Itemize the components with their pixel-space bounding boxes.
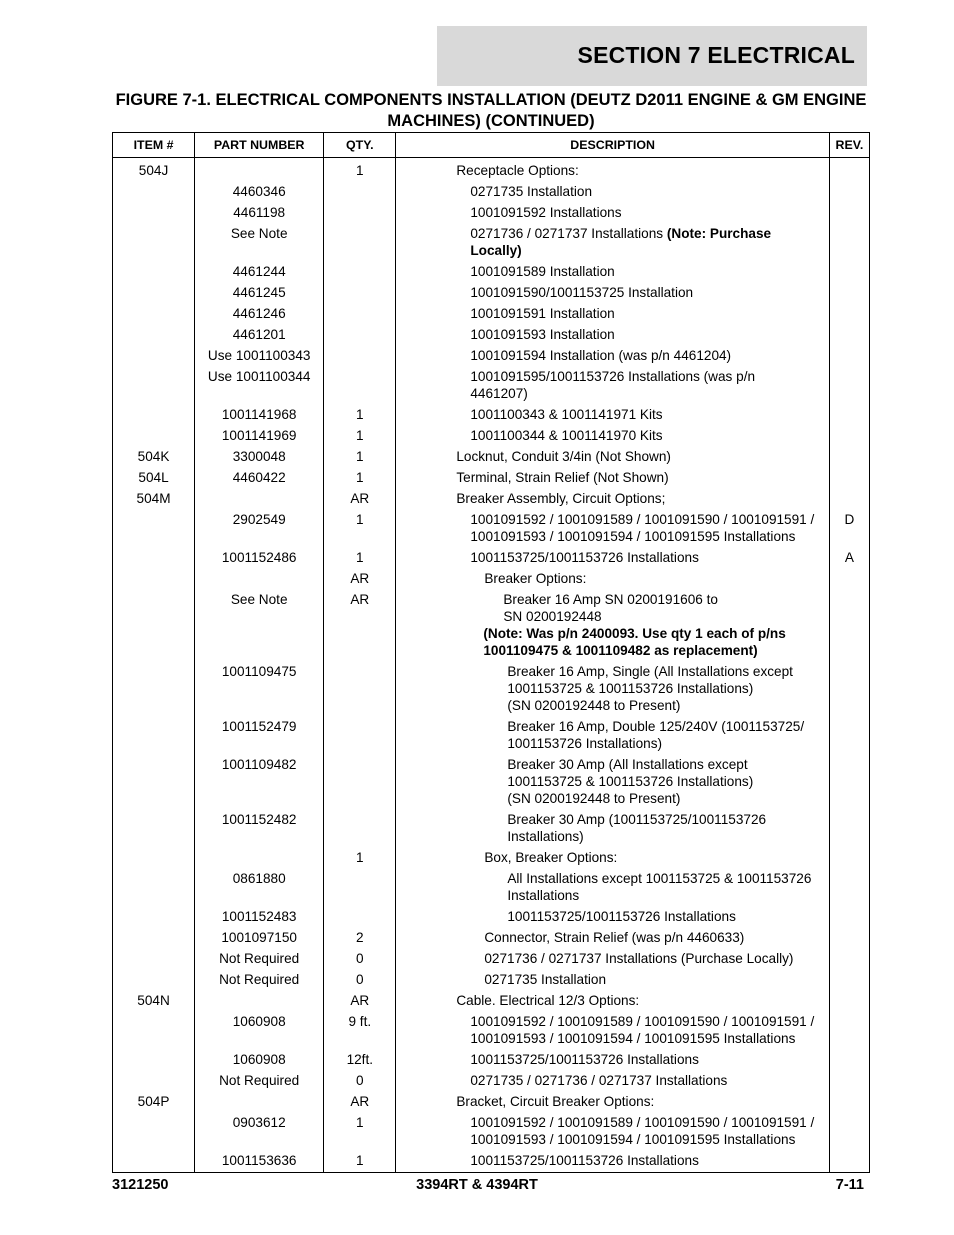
description-text: 1001100344 & 1001141970 Kits xyxy=(470,428,663,443)
part-number-cell: 1060908 xyxy=(195,1011,324,1049)
description-text: Breaker Assembly, Circuit Options; xyxy=(456,491,666,506)
description-cell xyxy=(396,181,830,202)
description-cell xyxy=(396,303,830,324)
rev-cell xyxy=(829,1049,869,1070)
rev-cell xyxy=(829,589,869,661)
description-text: Connector, Strain Relief (was p/n 4460633) xyxy=(484,930,745,945)
description-text: Breaker 30 Amp (1001153725/1001153726 Installations) xyxy=(507,812,767,844)
description-text: Cable. Electrical 12/3 Options: xyxy=(456,993,640,1008)
part-number-cell: Use 1001100343 xyxy=(195,345,324,366)
table-row xyxy=(113,425,870,446)
table-row xyxy=(113,716,870,754)
rev-cell xyxy=(829,568,869,589)
rev-cell xyxy=(829,1070,869,1091)
part-number-cell xyxy=(195,1091,324,1112)
description-text: 1001091592 / 1001091589 / 1001091590 / 1001091591 / 1001091593 / 1001091594 / 1001091595 Installations xyxy=(470,512,815,544)
item-cell xyxy=(113,324,195,345)
qty-cell xyxy=(324,906,396,927)
description-text: 0271735 Installation xyxy=(484,972,607,987)
description-cell xyxy=(396,324,830,345)
description-text: 1001153725/1001153726 Installations xyxy=(507,909,736,924)
description-text: 1001100343 & 1001141971 Kits xyxy=(470,407,663,422)
table-row xyxy=(113,261,870,282)
part-number-cell: Not Required xyxy=(195,1070,324,1091)
part-number-cell: 1001152483 xyxy=(195,906,324,927)
description-text: 0271735 Installation xyxy=(470,184,593,199)
rev-cell xyxy=(829,868,869,906)
item-cell xyxy=(113,716,195,754)
item-cell xyxy=(113,202,195,223)
qty-cell: 1 xyxy=(324,847,396,868)
table-row xyxy=(113,158,870,182)
description-cell xyxy=(396,716,830,754)
table-row xyxy=(113,345,870,366)
parts-table xyxy=(112,132,870,1173)
part-number-cell: 1001152482 xyxy=(195,809,324,847)
table-row xyxy=(113,467,870,488)
item-cell xyxy=(113,345,195,366)
qty-cell xyxy=(324,754,396,809)
table-row xyxy=(113,303,870,324)
table-row xyxy=(113,1112,870,1150)
rev-cell xyxy=(829,969,869,990)
qty-cell xyxy=(324,303,396,324)
item-cell xyxy=(113,1070,195,1091)
rev-cell xyxy=(829,906,869,927)
table-row xyxy=(113,990,870,1011)
item-cell xyxy=(113,847,195,868)
qty-cell xyxy=(324,809,396,847)
description-text: Bracket, Circuit Breaker Options: xyxy=(456,1094,655,1109)
description-cell xyxy=(396,509,830,547)
item-cell xyxy=(113,366,195,404)
rev-cell xyxy=(829,948,869,969)
item-cell xyxy=(113,948,195,969)
part-number-cell: 1001109475 xyxy=(195,661,324,716)
part-number-cell xyxy=(195,158,324,182)
part-number-cell xyxy=(195,990,324,1011)
rev-cell: D xyxy=(829,509,869,547)
qty-cell: AR xyxy=(324,568,396,589)
table-row xyxy=(113,404,870,425)
description-text: 1001091595/1001153726 Installations (was p/n 4461207) xyxy=(470,369,756,401)
item-cell: 504P xyxy=(113,1091,195,1112)
description-text: 0271735 / 0271736 / 0271737 Installations xyxy=(470,1073,728,1088)
table-row xyxy=(113,1049,870,1070)
description-text xyxy=(470,225,829,259)
rev-cell xyxy=(829,847,869,868)
description-text: Breaker 16 Amp, Double 125/240V (1001153725/ 1001153726 Installations) xyxy=(507,719,805,751)
item-cell xyxy=(113,282,195,303)
item-cell xyxy=(113,1011,195,1049)
table-row xyxy=(113,754,870,809)
item-cell xyxy=(113,906,195,927)
table-row xyxy=(113,1011,870,1049)
description-cell xyxy=(396,547,830,568)
part-number-cell: 4460422 xyxy=(195,467,324,488)
qty-cell: 1 xyxy=(324,158,396,182)
rev-cell xyxy=(829,404,869,425)
qty-cell xyxy=(324,345,396,366)
qty-cell: 1 xyxy=(324,467,396,488)
rev-cell xyxy=(829,1091,869,1112)
item-cell xyxy=(113,868,195,906)
rev-cell xyxy=(829,366,869,404)
description-cell xyxy=(396,467,830,488)
description-text: 1001091592 / 1001091589 / 1001091590 / 1001091591 / 1001091593 / 1001091594 / 1001091595 Installations xyxy=(470,1115,815,1147)
rev-cell xyxy=(829,754,869,809)
footer-model: 3394RT & 4394RT xyxy=(416,1177,538,1193)
qty-cell: 0 xyxy=(324,1070,396,1091)
rev-cell xyxy=(829,324,869,345)
qty-cell xyxy=(324,282,396,303)
part-number-cell: 2902549 xyxy=(195,509,324,547)
description-cell xyxy=(396,488,830,509)
column-header-item: ITEM # xyxy=(113,133,195,158)
qty-cell: 1 xyxy=(324,509,396,547)
part-number-cell: 4461245 xyxy=(195,282,324,303)
part-number-cell: Use 1001100344 xyxy=(195,366,324,404)
description-text: Receptacle Options: xyxy=(456,163,579,178)
rev-cell xyxy=(829,345,869,366)
item-cell xyxy=(113,261,195,282)
section-header-box xyxy=(437,26,867,86)
qty-cell: AR xyxy=(324,589,396,661)
part-number-cell: 1001109482 xyxy=(195,754,324,809)
qty-cell xyxy=(324,661,396,716)
part-number-cell: 4460346 xyxy=(195,181,324,202)
rev-cell xyxy=(829,261,869,282)
table-row xyxy=(113,282,870,303)
description-cell xyxy=(396,847,830,868)
item-cell xyxy=(113,754,195,809)
qty-cell xyxy=(324,716,396,754)
rev-cell xyxy=(829,202,869,223)
rev-cell xyxy=(829,282,869,303)
table-row xyxy=(113,509,870,547)
table-row xyxy=(113,1150,870,1173)
description-cell xyxy=(396,261,830,282)
qty-cell: AR xyxy=(324,1091,396,1112)
item-cell: 504J xyxy=(113,158,195,182)
rev-cell xyxy=(829,446,869,467)
item-cell xyxy=(113,661,195,716)
part-number-cell: 4461198 xyxy=(195,202,324,223)
table-row xyxy=(113,847,870,868)
table-row xyxy=(113,927,870,948)
qty-cell: 1 xyxy=(324,425,396,446)
description-text: 0271736 / 0271737 Installations (Purchase Locally) xyxy=(484,951,794,966)
description-cell xyxy=(396,446,830,467)
description-cell xyxy=(396,404,830,425)
description-cell xyxy=(396,366,830,404)
description-cell xyxy=(396,568,830,589)
description-cell xyxy=(396,1011,830,1049)
item-cell xyxy=(113,223,195,261)
table-row xyxy=(113,589,870,661)
rev-cell xyxy=(829,1150,869,1173)
description-text: Breaker 30 Amp (All Installations except 1001153725 & 1001153726 Installations) (SN 0200192448 to Present) xyxy=(507,757,754,806)
description-text: 1001091592 / 1001091589 / 1001091590 / 1001091591 / 1001091593 / 1001091594 / 1001091595 Installations xyxy=(470,1014,815,1046)
footer-page-number: 7-11 xyxy=(835,1177,864,1193)
description-cell xyxy=(396,809,830,847)
item-cell xyxy=(113,547,195,568)
qty-cell xyxy=(324,181,396,202)
qty-cell: 1 xyxy=(324,1150,396,1173)
table-row xyxy=(113,1091,870,1112)
table-body xyxy=(113,158,870,1173)
table-row xyxy=(113,661,870,716)
description-cell xyxy=(396,1150,830,1173)
part-number-cell: 4461246 xyxy=(195,303,324,324)
description-note-block: (Note: Was p/n 2400093. Use qty 1 each of p/ns 1001109475 & 1001109482 as replacement) xyxy=(483,626,786,658)
description-cell xyxy=(396,906,830,927)
item-cell xyxy=(113,425,195,446)
qty-cell: 0 xyxy=(324,948,396,969)
item-cell xyxy=(113,1112,195,1150)
figure-title: FIGURE 7-1. ELECTRICAL COMPONENTS INSTALLATION (DEUTZ D2011 ENGINE & GM ENGINE MACHINES) (CONTINUED) xyxy=(115,91,867,130)
part-number-cell: 4461201 xyxy=(195,324,324,345)
part-number-cell: 1001097150 xyxy=(195,927,324,948)
description-text: 1001091592 Installations xyxy=(470,205,622,220)
rev-cell xyxy=(829,425,869,446)
description-text: 1001091590/1001153725 Installation xyxy=(470,285,694,300)
rev-cell xyxy=(829,1112,869,1150)
qty-cell xyxy=(324,366,396,404)
part-number-cell: 0861880 xyxy=(195,868,324,906)
description-text: 1001091589 Installation xyxy=(470,264,615,279)
rev-cell xyxy=(829,1011,869,1049)
qty-cell xyxy=(324,223,396,261)
qty-cell: AR xyxy=(324,990,396,1011)
part-number-cell: 4461244 xyxy=(195,261,324,282)
description-cell xyxy=(396,1049,830,1070)
description-text: Breaker 16 Amp, Single (All Installations except 1001153725 & 1001153726 Installations) (SN 0200192448 to Present) xyxy=(507,664,793,713)
description-cell xyxy=(396,948,830,969)
part-number-cell: 3300048 xyxy=(195,446,324,467)
table-row xyxy=(113,488,870,509)
item-cell xyxy=(113,568,195,589)
rev-cell xyxy=(829,927,869,948)
qty-cell: 1 xyxy=(324,404,396,425)
item-cell xyxy=(113,589,195,661)
description-text: 1001091594 Installation (was p/n 4461204) xyxy=(470,348,732,363)
description-cell xyxy=(396,345,830,366)
table-row xyxy=(113,366,870,404)
part-number-cell: 1060908 xyxy=(195,1049,324,1070)
table-row xyxy=(113,324,870,345)
part-number-cell: 1001152486 xyxy=(195,547,324,568)
rev-cell xyxy=(829,467,869,488)
description-cell xyxy=(396,202,830,223)
qty-cell xyxy=(324,261,396,282)
part-number-cell: Not Required xyxy=(195,948,324,969)
qty-cell: AR xyxy=(324,488,396,509)
description-text: Breaker Options: xyxy=(484,571,587,586)
rev-cell: A xyxy=(829,547,869,568)
part-number-cell: See Note xyxy=(195,589,324,661)
description-text: 1001153725/1001153726 Installations xyxy=(470,1153,699,1168)
rev-cell xyxy=(829,223,869,261)
rev-cell xyxy=(829,158,869,182)
item-cell xyxy=(113,181,195,202)
description-cell xyxy=(396,661,830,716)
item-cell: 504N xyxy=(113,990,195,1011)
item-cell: 504M xyxy=(113,488,195,509)
qty-cell: 9 ft. xyxy=(324,1011,396,1049)
description-text: Terminal, Strain Relief (Not Shown) xyxy=(456,470,669,485)
description-cell xyxy=(396,282,830,303)
description-text: 1001153725/1001153726 Installations xyxy=(470,550,699,565)
footer-doc-number: 3121250 xyxy=(112,1177,169,1193)
description-cell xyxy=(396,158,830,182)
column-header-description: DESCRIPTION xyxy=(396,133,830,158)
description-text: Locknut, Conduit 3/4in (Not Shown) xyxy=(456,449,671,464)
column-header-rev: REV. xyxy=(829,133,869,158)
item-cell: 504L xyxy=(113,467,195,488)
rev-cell xyxy=(829,303,869,324)
description-cell xyxy=(396,990,830,1011)
item-cell xyxy=(113,509,195,547)
qty-cell: 1 xyxy=(324,547,396,568)
qty-cell: 0 xyxy=(324,969,396,990)
qty-cell: 12ft. xyxy=(324,1049,396,1070)
qty-cell xyxy=(324,202,396,223)
description-cell xyxy=(396,927,830,948)
table-row xyxy=(113,202,870,223)
item-cell xyxy=(113,809,195,847)
part-number-cell: 1001152479 xyxy=(195,716,324,754)
description-main-text: 0271736 / 0271737 Installations xyxy=(470,226,667,241)
part-number-cell: 1001153636 xyxy=(195,1150,324,1173)
item-cell xyxy=(113,404,195,425)
qty-cell xyxy=(324,868,396,906)
item-cell xyxy=(113,303,195,324)
rev-cell xyxy=(829,809,869,847)
item-cell xyxy=(113,1150,195,1173)
description-cell xyxy=(396,1070,830,1091)
table-row xyxy=(113,948,870,969)
table-row xyxy=(113,868,870,906)
qty-cell: 1 xyxy=(324,1112,396,1150)
part-number-cell xyxy=(195,568,324,589)
description-cell xyxy=(396,1112,830,1150)
description-text: Breaker 16 Amp SN 0200191606 to SN 0200192448 xyxy=(503,592,718,624)
part-number-cell: 0903612 xyxy=(195,1112,324,1150)
part-number-cell: See Note xyxy=(195,223,324,261)
rev-cell xyxy=(829,990,869,1011)
qty-cell xyxy=(324,324,396,345)
item-cell xyxy=(113,969,195,990)
description-cell xyxy=(396,969,830,990)
part-number-cell: Not Required xyxy=(195,969,324,990)
description-cell xyxy=(396,1091,830,1112)
description-text: 1001091593 Installation xyxy=(470,327,615,342)
part-number-cell xyxy=(195,847,324,868)
table-row xyxy=(113,969,870,990)
description-cell xyxy=(396,868,830,906)
table-row xyxy=(113,1070,870,1091)
description-note: (Note: Purchase Locally) xyxy=(470,226,772,258)
qty-cell: 1 xyxy=(324,446,396,467)
item-cell xyxy=(113,927,195,948)
table-row xyxy=(113,568,870,589)
table-row xyxy=(113,547,870,568)
description-cell xyxy=(396,425,830,446)
description-cell xyxy=(396,223,830,261)
table-row xyxy=(113,906,870,927)
part-number-cell: 1001141968 xyxy=(195,404,324,425)
item-cell: 504K xyxy=(113,446,195,467)
rev-cell xyxy=(829,488,869,509)
table-header-row xyxy=(113,133,870,158)
table-row xyxy=(113,223,870,261)
item-cell xyxy=(113,1049,195,1070)
part-number-cell: 1001141969 xyxy=(195,425,324,446)
description-text: 1001153725/1001153726 Installations xyxy=(470,1052,699,1067)
description-text: All Installations except 1001153725 & 1001153726 Installations xyxy=(507,871,812,903)
rev-cell xyxy=(829,661,869,716)
description-cell xyxy=(396,589,830,661)
description-cell xyxy=(396,754,830,809)
part-number-cell xyxy=(195,488,324,509)
table-row xyxy=(113,809,870,847)
column-header-part-number: PART NUMBER xyxy=(195,133,324,158)
rev-cell xyxy=(829,181,869,202)
description-text: Box, Breaker Options: xyxy=(484,850,618,865)
rev-cell xyxy=(829,716,869,754)
section-title: SECTION 7 ELECTRICAL xyxy=(577,42,855,68)
column-header-qty: QTY. xyxy=(324,133,396,158)
table-row xyxy=(113,181,870,202)
table-row xyxy=(113,446,870,467)
qty-cell: 2 xyxy=(324,927,396,948)
description-text: 1001091591 Installation xyxy=(470,306,615,321)
